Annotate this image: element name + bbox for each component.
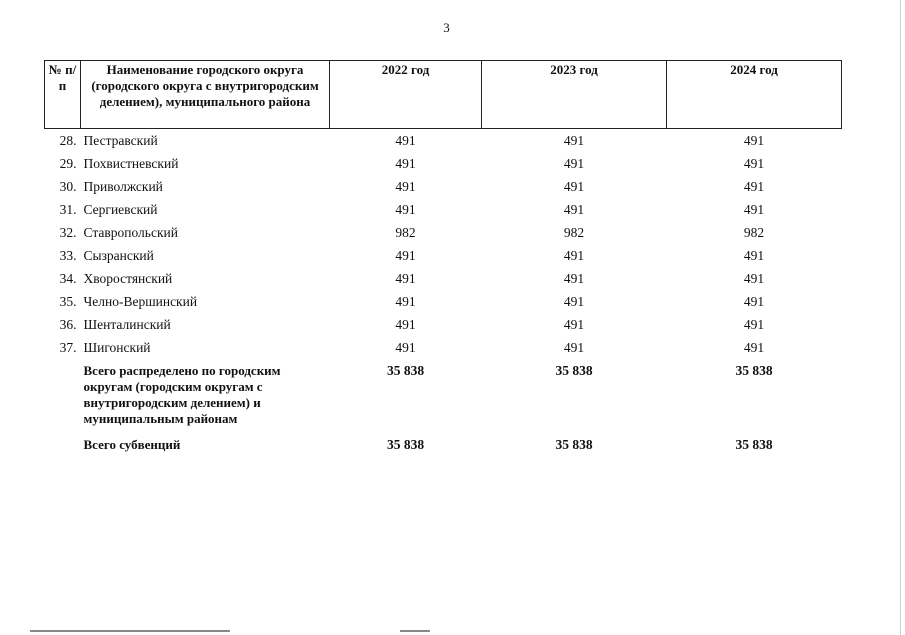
row-value-2023: 491 <box>563 156 585 171</box>
row-value-2024: 491 <box>743 179 765 194</box>
total-subventions-2024: 35 838 <box>735 437 773 452</box>
row-number: 32. <box>59 225 77 240</box>
row-value-2024: 491 <box>743 156 765 171</box>
row-name: Приволжский <box>83 179 163 194</box>
row-value-2024: 491 <box>743 248 765 263</box>
total-subventions-label: Всего субвенций <box>83 437 181 452</box>
table-row <box>45 336 842 359</box>
row-value-2022: 491 <box>395 156 416 171</box>
table-header-row <box>45 61 842 129</box>
row-value-2023: 491 <box>563 179 585 194</box>
header-name: Наименование городского округа (городского округа с внутригородским делением), муниципального района <box>81 61 330 129</box>
total-distributed-row <box>45 359 842 431</box>
header-2023: 2023 год <box>482 61 667 129</box>
row-value-2022: 491 <box>395 179 416 194</box>
row-number: 31. <box>59 202 77 217</box>
table-row <box>45 129 842 153</box>
total-distributed-2022: 35 838 <box>386 363 425 378</box>
row-value-2022: 982 <box>395 225 416 240</box>
row-value-2022: 491 <box>395 248 416 263</box>
row-number: 35. <box>59 294 77 309</box>
row-number: 29. <box>59 156 77 171</box>
row-value-2023: 491 <box>563 317 585 332</box>
row-value-2024: 982 <box>743 225 765 240</box>
row-name: Шигонский <box>83 340 151 355</box>
row-name: Похвистневский <box>83 156 179 171</box>
table-row <box>45 313 842 336</box>
table-row <box>45 267 842 290</box>
subsidy-table <box>44 60 842 453</box>
row-name: Сергиевский <box>83 202 158 217</box>
row-name: Сызранский <box>83 248 154 263</box>
header-2024: 2024 год <box>667 61 842 129</box>
row-value-2022: 491 <box>395 317 416 332</box>
row-number: 36. <box>59 317 77 332</box>
row-value-2022: 491 <box>395 294 416 309</box>
row-number: 30. <box>59 179 77 194</box>
table-row <box>45 175 842 198</box>
row-value-2023: 491 <box>563 133 585 148</box>
table-row <box>45 290 842 313</box>
scan-mark <box>30 630 230 632</box>
row-name: Пестравский <box>83 133 158 148</box>
row-number: 34. <box>59 271 77 286</box>
row-value-2022: 491 <box>395 133 416 148</box>
total-distributed-2024: 35 838 <box>735 363 773 378</box>
page-number: 3 <box>443 20 450 35</box>
table-row <box>45 221 842 244</box>
scan-edge <box>900 0 901 635</box>
row-name: Шенталинский <box>83 317 171 332</box>
row-value-2023: 982 <box>563 225 585 240</box>
row-name: Ставропольский <box>83 225 178 240</box>
row-value-2024: 491 <box>743 294 765 309</box>
row-value-2023: 491 <box>563 248 585 263</box>
header-num: № п/п <box>45 61 81 129</box>
row-value-2022: 491 <box>395 202 416 217</box>
row-value-2022: 491 <box>395 340 416 355</box>
header-2022: 2022 год <box>330 61 482 129</box>
total-subventions-2023: 35 838 <box>555 437 593 452</box>
total-subventions-2022: 35 838 <box>386 437 425 452</box>
row-value-2023: 491 <box>563 271 585 286</box>
row-number: 28. <box>59 133 77 148</box>
table-row <box>45 152 842 175</box>
row-value-2023: 491 <box>563 202 585 217</box>
row-number: 33. <box>59 248 77 263</box>
total-distributed-2023: 35 838 <box>555 363 593 378</box>
row-value-2024: 491 <box>743 271 765 286</box>
total-distributed-label: Всего распределено по городским округам (городским округам с внутригородским делением) и муниципальным районам <box>83 363 281 426</box>
table-row <box>45 198 842 221</box>
row-value-2023: 491 <box>563 294 585 309</box>
row-name: Челно-Вершинский <box>83 294 198 309</box>
row-value-2023: 491 <box>563 340 585 355</box>
row-value-2024: 491 <box>743 202 765 217</box>
row-value-2024: 491 <box>743 317 765 332</box>
row-number: 37. <box>59 340 77 355</box>
total-subventions-row <box>45 431 842 453</box>
table-row <box>45 244 842 267</box>
row-value-2024: 491 <box>743 133 765 148</box>
scan-mark <box>400 630 430 632</box>
row-name: Хворостянский <box>83 271 173 286</box>
row-value-2024: 491 <box>743 340 765 355</box>
row-value-2022: 491 <box>395 271 416 286</box>
